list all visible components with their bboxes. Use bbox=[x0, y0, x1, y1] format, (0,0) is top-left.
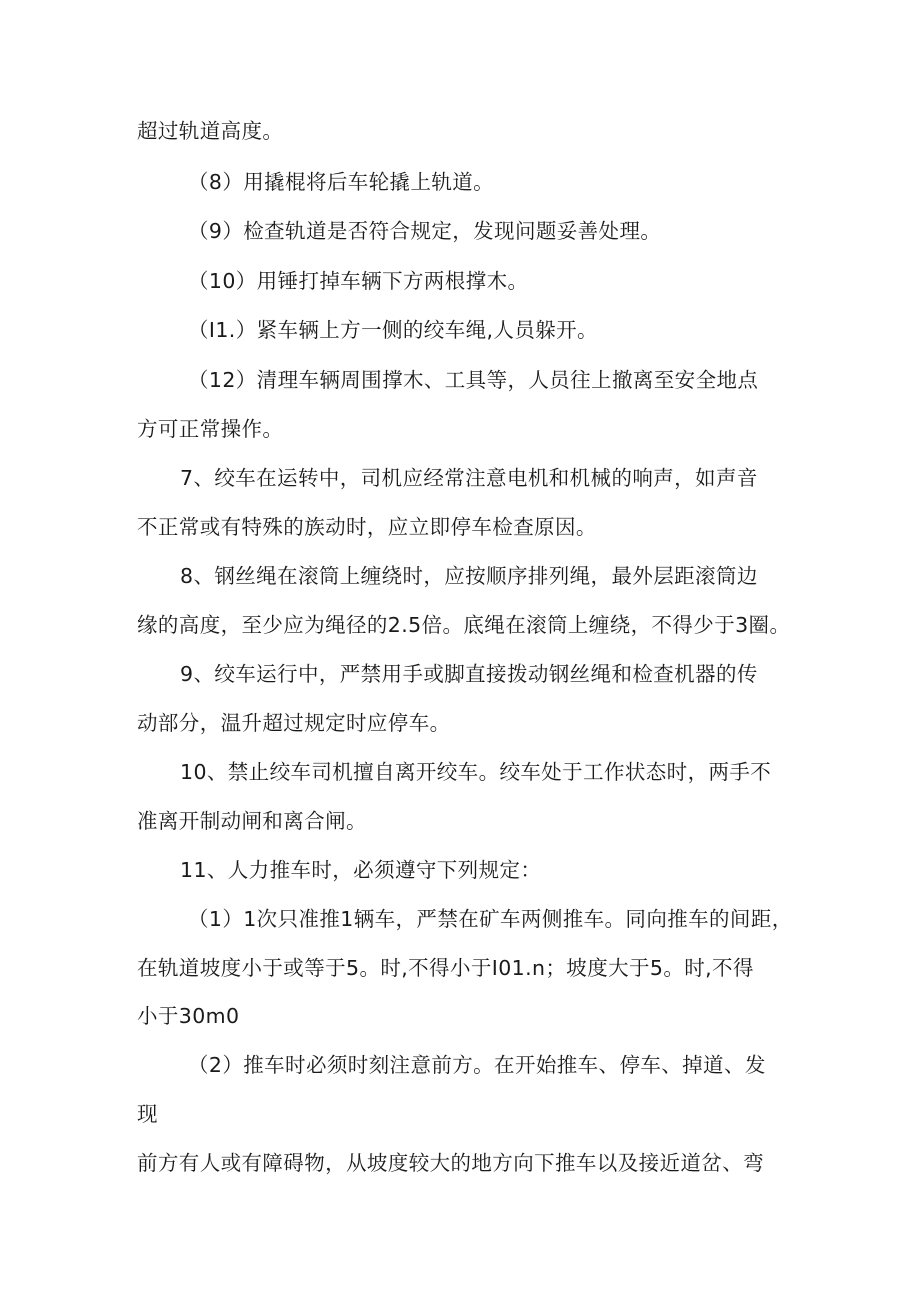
text-line: （1）1次只准推1辆车，严禁在矿车两侧推车。同向推车的间距， bbox=[188, 907, 793, 931]
text-line: 在轨道坡度小于或等于5。时,不得小于I01.n；坡度大于5。时,不得 bbox=[137, 956, 754, 980]
text-line: （8）用撬棍将后车轮撬上轨道。 bbox=[188, 170, 495, 194]
text-line: 不正常或有特殊的族动时，应立即停车检查原因。 bbox=[137, 515, 597, 539]
text-line: 现 bbox=[137, 1102, 158, 1126]
text-line: （9）检查轨道是否符合规定，发现问题妥善处理。 bbox=[188, 219, 662, 243]
text-line: 9、绞车运行中，严禁用手或脚直接拨动钢丝绳和检查机器的传 bbox=[180, 662, 758, 686]
text-line: 11、人力推车时，必须遵守下列规定： bbox=[180, 858, 542, 882]
text-line: 小于30m0 bbox=[137, 1004, 240, 1028]
text-line: 准离开制动闸和离合闸。 bbox=[137, 809, 367, 833]
text-line: （10）用锤打掉车辆下方两根撑木。 bbox=[188, 269, 529, 293]
text-line: （12）清理车辆周围撑木、工具等，人员往上撤离至安全地点 bbox=[188, 368, 759, 392]
text-line: （I1.）紧车辆上方一侧的绞车绳,人员躲开。 bbox=[188, 318, 598, 342]
text-line: 方可正常操作。 bbox=[137, 417, 284, 441]
text-line: 8、钢丝绳在滚筒上缠绕时，应按顺序排列绳，最外层距滚筒边 bbox=[180, 564, 758, 588]
text-line: 7、绞车在运转中，司机应经常注意电机和机械的响声，如声音 bbox=[180, 466, 758, 490]
text-line: 超过轨道高度。 bbox=[137, 119, 284, 143]
text-line: 缘的高度，至少应为绳径的2.5倍。底绳在滚筒上缠绕，不得少于3圈。 bbox=[137, 613, 791, 637]
text-line: 动部分，温升超过规定时应停车。 bbox=[137, 711, 451, 735]
text-line: （2）推车时必须时刻注意前方。在开始推车、停车、掉道、发 bbox=[188, 1053, 766, 1077]
text-line: 10、禁止绞车司机擅自离开绞车。绞车处于工作状态时，两手不 bbox=[180, 760, 772, 784]
text-line: 前方有人或有障碍物，从坡度较大的地方向下推车以及接近道岔、弯 bbox=[137, 1151, 764, 1175]
